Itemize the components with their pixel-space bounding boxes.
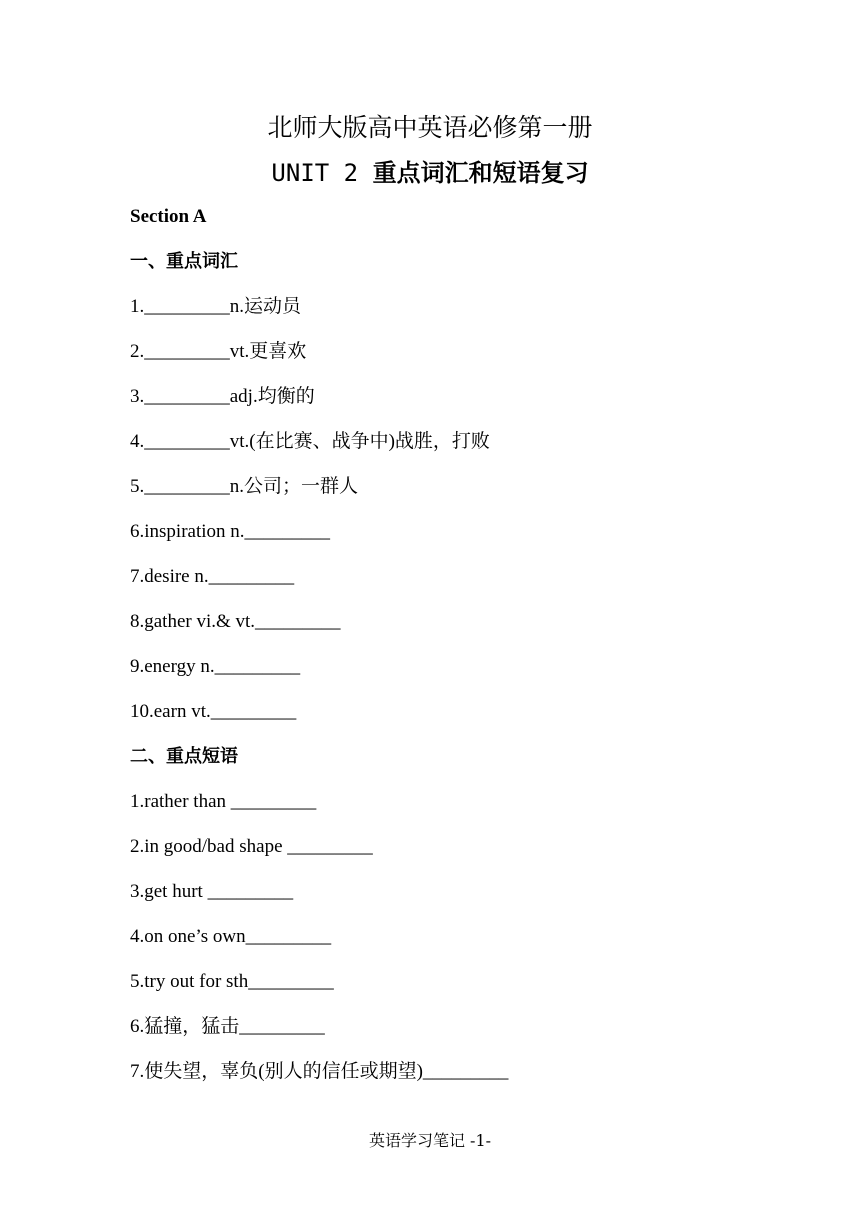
vocab-item-5: 5._________n.公司；一群人 <box>130 476 359 497</box>
phrase-item-7: 7.使失望，辜负(别人的信任或期望)_________ <box>130 1061 509 1082</box>
section-label: Section A <box>130 206 207 227</box>
document-title: 北师大版高中英语必修第一册 <box>267 113 593 142</box>
phrase-item-3: 3.get hurt _________ <box>130 881 294 902</box>
document-subtitle <box>0 155 860 191</box>
vocab-item-1: 1._________n.运动员 <box>130 296 302 317</box>
phrase-item-5: 5.try out for sth_________ <box>130 971 334 992</box>
vocab-item-10: 10.earn vt._________ <box>130 701 297 722</box>
vocab-item-7: 7.desire n._________ <box>130 566 295 587</box>
vocab-item-6: 6.inspiration n._________ <box>130 521 331 542</box>
vocab-item-9: 9.energy n._________ <box>130 656 301 677</box>
vocab-item-2: 2._________vt.更喜欢 <box>130 341 307 362</box>
vocab-item-3: 3._________adj.均衡的 <box>130 386 315 407</box>
worksheet-content <box>130 200 770 1100</box>
vocab-item-4: 4._________vt.(在比赛、战争中)战胜，打败 <box>130 431 490 452</box>
vocab-item-8: 8.gather vi.& vt._________ <box>130 611 341 632</box>
phrase-item-2: 2.in good/bad shape _________ <box>130 836 373 857</box>
vocab-heading: 一、重点词汇 <box>130 251 238 272</box>
unit-label: UNIT 2 <box>271 159 359 187</box>
page-footer: 英语学习笔记 -1- <box>368 1131 492 1150</box>
phrase-item-6: 6.猛撞，猛击_________ <box>130 1016 325 1037</box>
phrase-item-1: 1.rather than _________ <box>130 791 317 812</box>
phrases-heading: 二、重点短语 <box>130 746 238 767</box>
subtitle-text: 重点词汇和短语复习 <box>372 158 589 187</box>
phrase-item-4: 4.on one’s own_________ <box>130 926 332 947</box>
